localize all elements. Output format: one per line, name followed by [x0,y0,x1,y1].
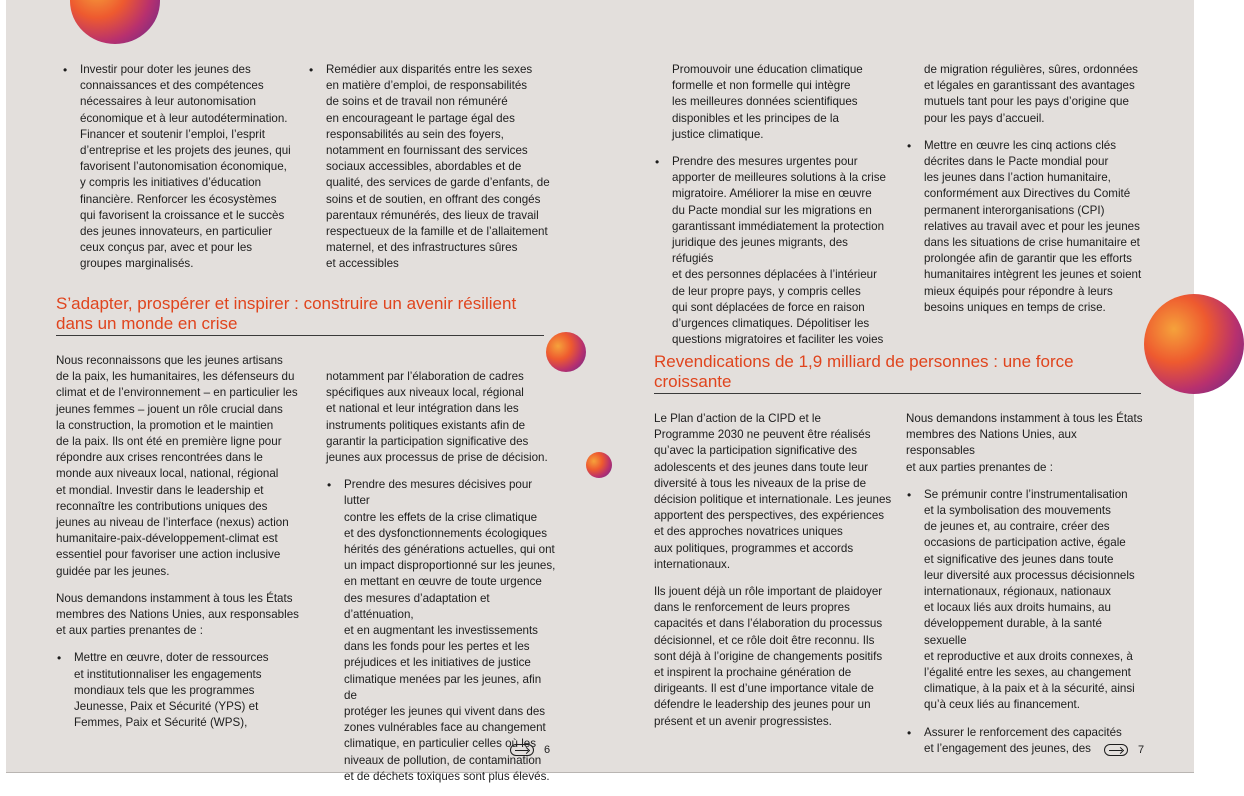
paragraph: notamment par l’élaboration de cadres spécifiques aux niveaux local, régional et national et leur intégration dans les instruments politiques existants afin de garantir la participation significative des jeunes aux processus de prise de décision. [326,370,548,465]
paragraph: Promouvoir une éducation climatique formelle et non formelle qui intègre les meilleures données scientifiques disponibles et les principes de la justice climatique. [672,63,863,141]
gradient-orb-center [546,332,586,372]
section-heading-left: S’adapter, prospérer et inspirer : construire un avenir résilient dans un monde en crise [56,294,517,333]
left-col1-bottom [56,353,302,742]
list-item: • Assurer le renforcement des capacités et l’engagement des jeunes, des [906,725,1146,757]
gradient-orb-right [1144,294,1244,394]
paragraph: Ils jouent déjà un rôle important de plaidoyer dans le renforcement de leurs propres capacités et dans l’élaboration du processus décisionnel, et ce rôle doit être reconnu. Ils sont déjà à l’origine de changements positifs et inspirent la prochaine génération de dirigeants. Il est d’une importance vitale de défendre le leadership des jeunes pour un présent et un avenir progressistes. [654,585,883,728]
right-col2-top [906,62,1146,327]
page-number: 7 [1138,744,1145,756]
paragraph: Nous demandons instamment à tous les États membres des Nations Unies, aux responsables et aux parties prenantes de : [56,591,299,638]
list-item: • Investir pour doter les jeunes des connaissances et des compétences nécessaires à leur autonomisation économique et à leur autodétermination. Financer et soutenir l’emploi, l’esprit d’entreprise et les projets des jeunes, qui favorisent l’autonomisation économique, y compris les initiatives d’éducation financière. Renforcer les écosystèmes qui favorisent la croissance et le succès des jeunes innovateurs, en particulier ceux conçus par, avec et pour les groupes marginalisés. [62,62,294,273]
right-col1-top-list [654,154,890,348]
list-item: • Se prémunir contre l’instrumentalisation et la symbolisation des mouvements de jeunes et, au contraire, créer des occasions de participation active, égale et significative des jeunes dans toute leur diversité aux processus décisionnels internationaux, régionaux, nationaux et locaux liés aux droits humains, au développement durable, à la santé sexuelle et reproductive et aux droits connexes, à l’égalité entre les sexes, au changement climatique, à la paix et à la sécurité, ainsi qu’à ceux liés au financement. [906,487,1146,714]
heading-rule-right [654,393,1141,394]
page-number-left [510,744,550,756]
right-col2-bottom-list [906,487,1146,757]
left-col1-top [62,62,294,284]
gradient-orb-center-small [586,452,612,478]
left-col1-bottom-list [56,650,302,731]
paragraph: de migration régulières, sûres, ordonnées et légales en garantissant des avantages mutuels tant pour les pays d’origine que pour les pays d’accueil. [924,63,1138,125]
list-item: • Mettre en œuvre les cinq actions clés décrites dans le Pacte mondial pour les jeunes dans l’action humanitaire, conformément aux Directives du Comité permanent interorganisations (CPI) relatives au travail avec et pour les jeunes dans les situations de crise humanitaire et prolongée afin de garantir que les efforts humanitaires intègrent les jeunes et soient mieux équipés pour répondre à leurs besoins uniques en temps de crise. [906,138,1146,316]
left-col2-bottom [326,369,556,796]
paragraph: Nous reconnaissons que les jeunes artisans de la paix, les humanitaires, les défenseurs du climat et de l’environnement – en particulier les jeunes femmes – jouent un rôle crucial dans la construction, la promotion et le maintien de la paix. Ils ont été en première ligne pour répondre aux crises rencontrées dans le monde aux niveaux local, national, régional et mondial. Investir dans le leadership et reconnaître les contributions uniques des jeunes au niveau de l’interface (nexus) action humanitaire-paix-développement-climat est essentiel pour favoriser une action inclusive guidée par les jeunes. [56,354,298,578]
left-col2-top [308,62,554,284]
section-heading-right: Revendications de 1,9 milliard de personnes : une force croissante [654,352,1074,391]
page-number-right [1104,744,1144,756]
list-item: • Mettre en œuvre, doter de ressources et institutionnaliser les engagements mondiaux tels que les programmes Jeunesse, Paix et Sécurité (YPS) et Femmes, Paix et Sécurité (WPS), [56,650,302,731]
document-spread [6,0,1194,783]
list-item: • Remédier aux disparités entre les sexes en matière d’emploi, de responsabilités de soins et de travail non rémunéré en encourageant le partage égal des responsabilités au sein des foyers, notamment en fournissant des services sociaux accessibles, abordables et de qualité, des services de garde d’enfants, de soins et de soutien, en offrant des congés parentaux rémunérés, des lieux de travail respectueux de la famille et de l’allaitement maternel, et des infrastructures sûres et accessibles [308,62,554,273]
paragraph: Le Plan d’action de la CIPD et le Programme 2030 ne peuvent être réalisés qu’avec la participation significative des adolescents et des jeunes dans toute leur diversité à tous les niveaux de la prise de décision politique et internationale. Les jeunes apportent des perspectives, des expériences et des approches novatrices uniques aux politiques, programmes et accords internationaux. [654,412,892,571]
right-col1-bottom [654,411,898,741]
arrow-right-icon [510,744,534,756]
gradient-orb-top-left [70,0,160,44]
heading-rule-left [56,335,544,336]
left-col1-top-list [62,62,294,273]
paragraph: Nous demandons instamment à tous les États membres des Nations Unies, aux responsables et aux parties prenantes de : [906,412,1143,474]
list-item: • Prendre des mesures urgentes pour apporter de meilleures solutions à la crise migratoire. Améliorer la mise en œuvre du Pacte mondial sur les migrations en garantissant immédiatement la protection juridique des jeunes migrants, des réfugiés et des personnes déplacées à l’intérieur de leur propre pays, y compris celles qui sont déplacées de force en raison d’urgences climatiques. Dépolitiser les questions migratoires et faciliter les voies [654,154,890,348]
left-col2-bottom-list [326,477,556,785]
list-item: • Prendre des mesures décisives pour lutter contre les effets de la crise climatique et des dysfonctionnements écologiques hérités des générations actuelles, qui ont un impact disproportionné sur les jeunes, en mettant en œuvre de toute urgence des mesures d’adaptation et d’atténuation, et en augmentant les investissements dans les fonds pour les pertes et les préjudices et les initiatives de justice climatique menées par les jeunes, afin de protéger les jeunes qui vivent dans des zones vulnérables face au changement climatique, en particulier celles où les niveaux de pollution, de contamination et de déchets toxiques sont plus élevés. [326,477,556,785]
left-col2-top-list [308,62,554,273]
right-col1-top [654,62,890,359]
right-col2-bottom [906,411,1146,768]
right-col2-top-list [906,138,1146,316]
arrow-right-icon [1104,744,1128,756]
page-number: 6 [544,744,551,756]
